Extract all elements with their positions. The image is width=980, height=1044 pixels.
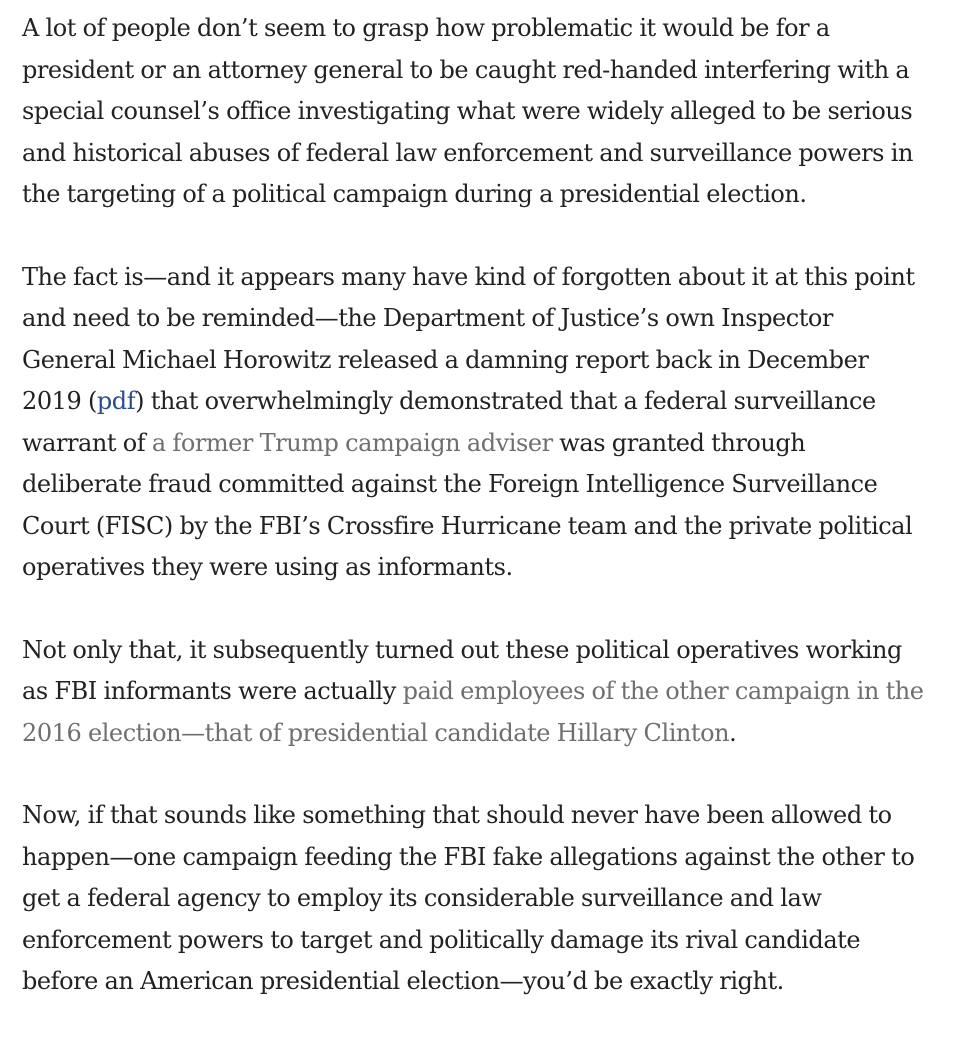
paid-employees-link[interactable]: paid employees of the other campaign in the <box>402 677 924 705</box>
text-line: deliberate fraud committed against the Foreign Intelligence Surveillance <box>22 470 878 498</box>
text-line <box>22 381 967 423</box>
text-line: Court (FISC) by the FBI’s Crossfire Hurricane team and the private political <box>22 511 913 540</box>
pdf-report-link[interactable]: pdf <box>96 387 136 415</box>
text-line: the targeting of a political campaign during a presidential election. <box>22 180 807 208</box>
text-segment: as FBI informants were actually <box>22 677 403 705</box>
text-line <box>22 713 967 755</box>
paragraph-3 <box>22 630 967 755</box>
text-segment: ) that overwhelmingly demonstrated that a federal surveillance <box>135 387 876 415</box>
text-line: General Michael Horowitz released a damning report back in December <box>22 345 869 374</box>
text-segment: warrant of <box>22 428 152 457</box>
text-line: president or an attorney general to be caught red-handed interfering with a <box>22 55 910 84</box>
campaign-adviser-link[interactable]: a former Trump campaign adviser <box>151 428 553 457</box>
text-line: before an American presidential election—you’d be exactly right. <box>22 967 784 995</box>
text-line: happen—one campaign feeding the FBI fake allegations against the other to <box>22 842 915 871</box>
text-line: Not only that, it subsequently turned out these political operatives working <box>22 635 902 664</box>
text-line: special counsel’s office investigating what were widely alleged to be serious <box>22 97 913 125</box>
text-line: and historical abuses of federal law enforcement and surveillance powers in <box>22 138 913 167</box>
text-line: Now, if that sounds like something that should never have been allowed to <box>22 801 892 829</box>
paragraph-4 <box>22 795 967 1003</box>
text-line: The fact is—and it appears many have kind of forgotten about it at this point <box>22 262 915 291</box>
paragraph-1 <box>22 8 967 216</box>
paragraph-2 <box>22 257 967 589</box>
text-line: enforcement powers to target and politically damage its rival candidate <box>22 925 861 954</box>
text-segment: 2019 ( <box>22 387 97 415</box>
article-body <box>22 8 967 1044</box>
text-segment: . <box>729 718 737 747</box>
text-line: get a federal agency to employ its considerable surveillance and law <box>22 884 822 912</box>
text-segment: was granted through <box>552 428 806 457</box>
text-line: and need to be reminded—the Department of Justice’s own Inspector <box>22 304 833 332</box>
text-line: A lot of people don’t seem to grasp how problematic it would be for a <box>22 14 830 42</box>
text-line <box>22 423 967 465</box>
text-line: operatives they were using as informants. <box>22 553 513 581</box>
paid-employees-link-continued[interactable]: 2016 election—that of presidential candidate Hillary Clinton <box>22 718 730 747</box>
text-line <box>22 671 967 713</box>
